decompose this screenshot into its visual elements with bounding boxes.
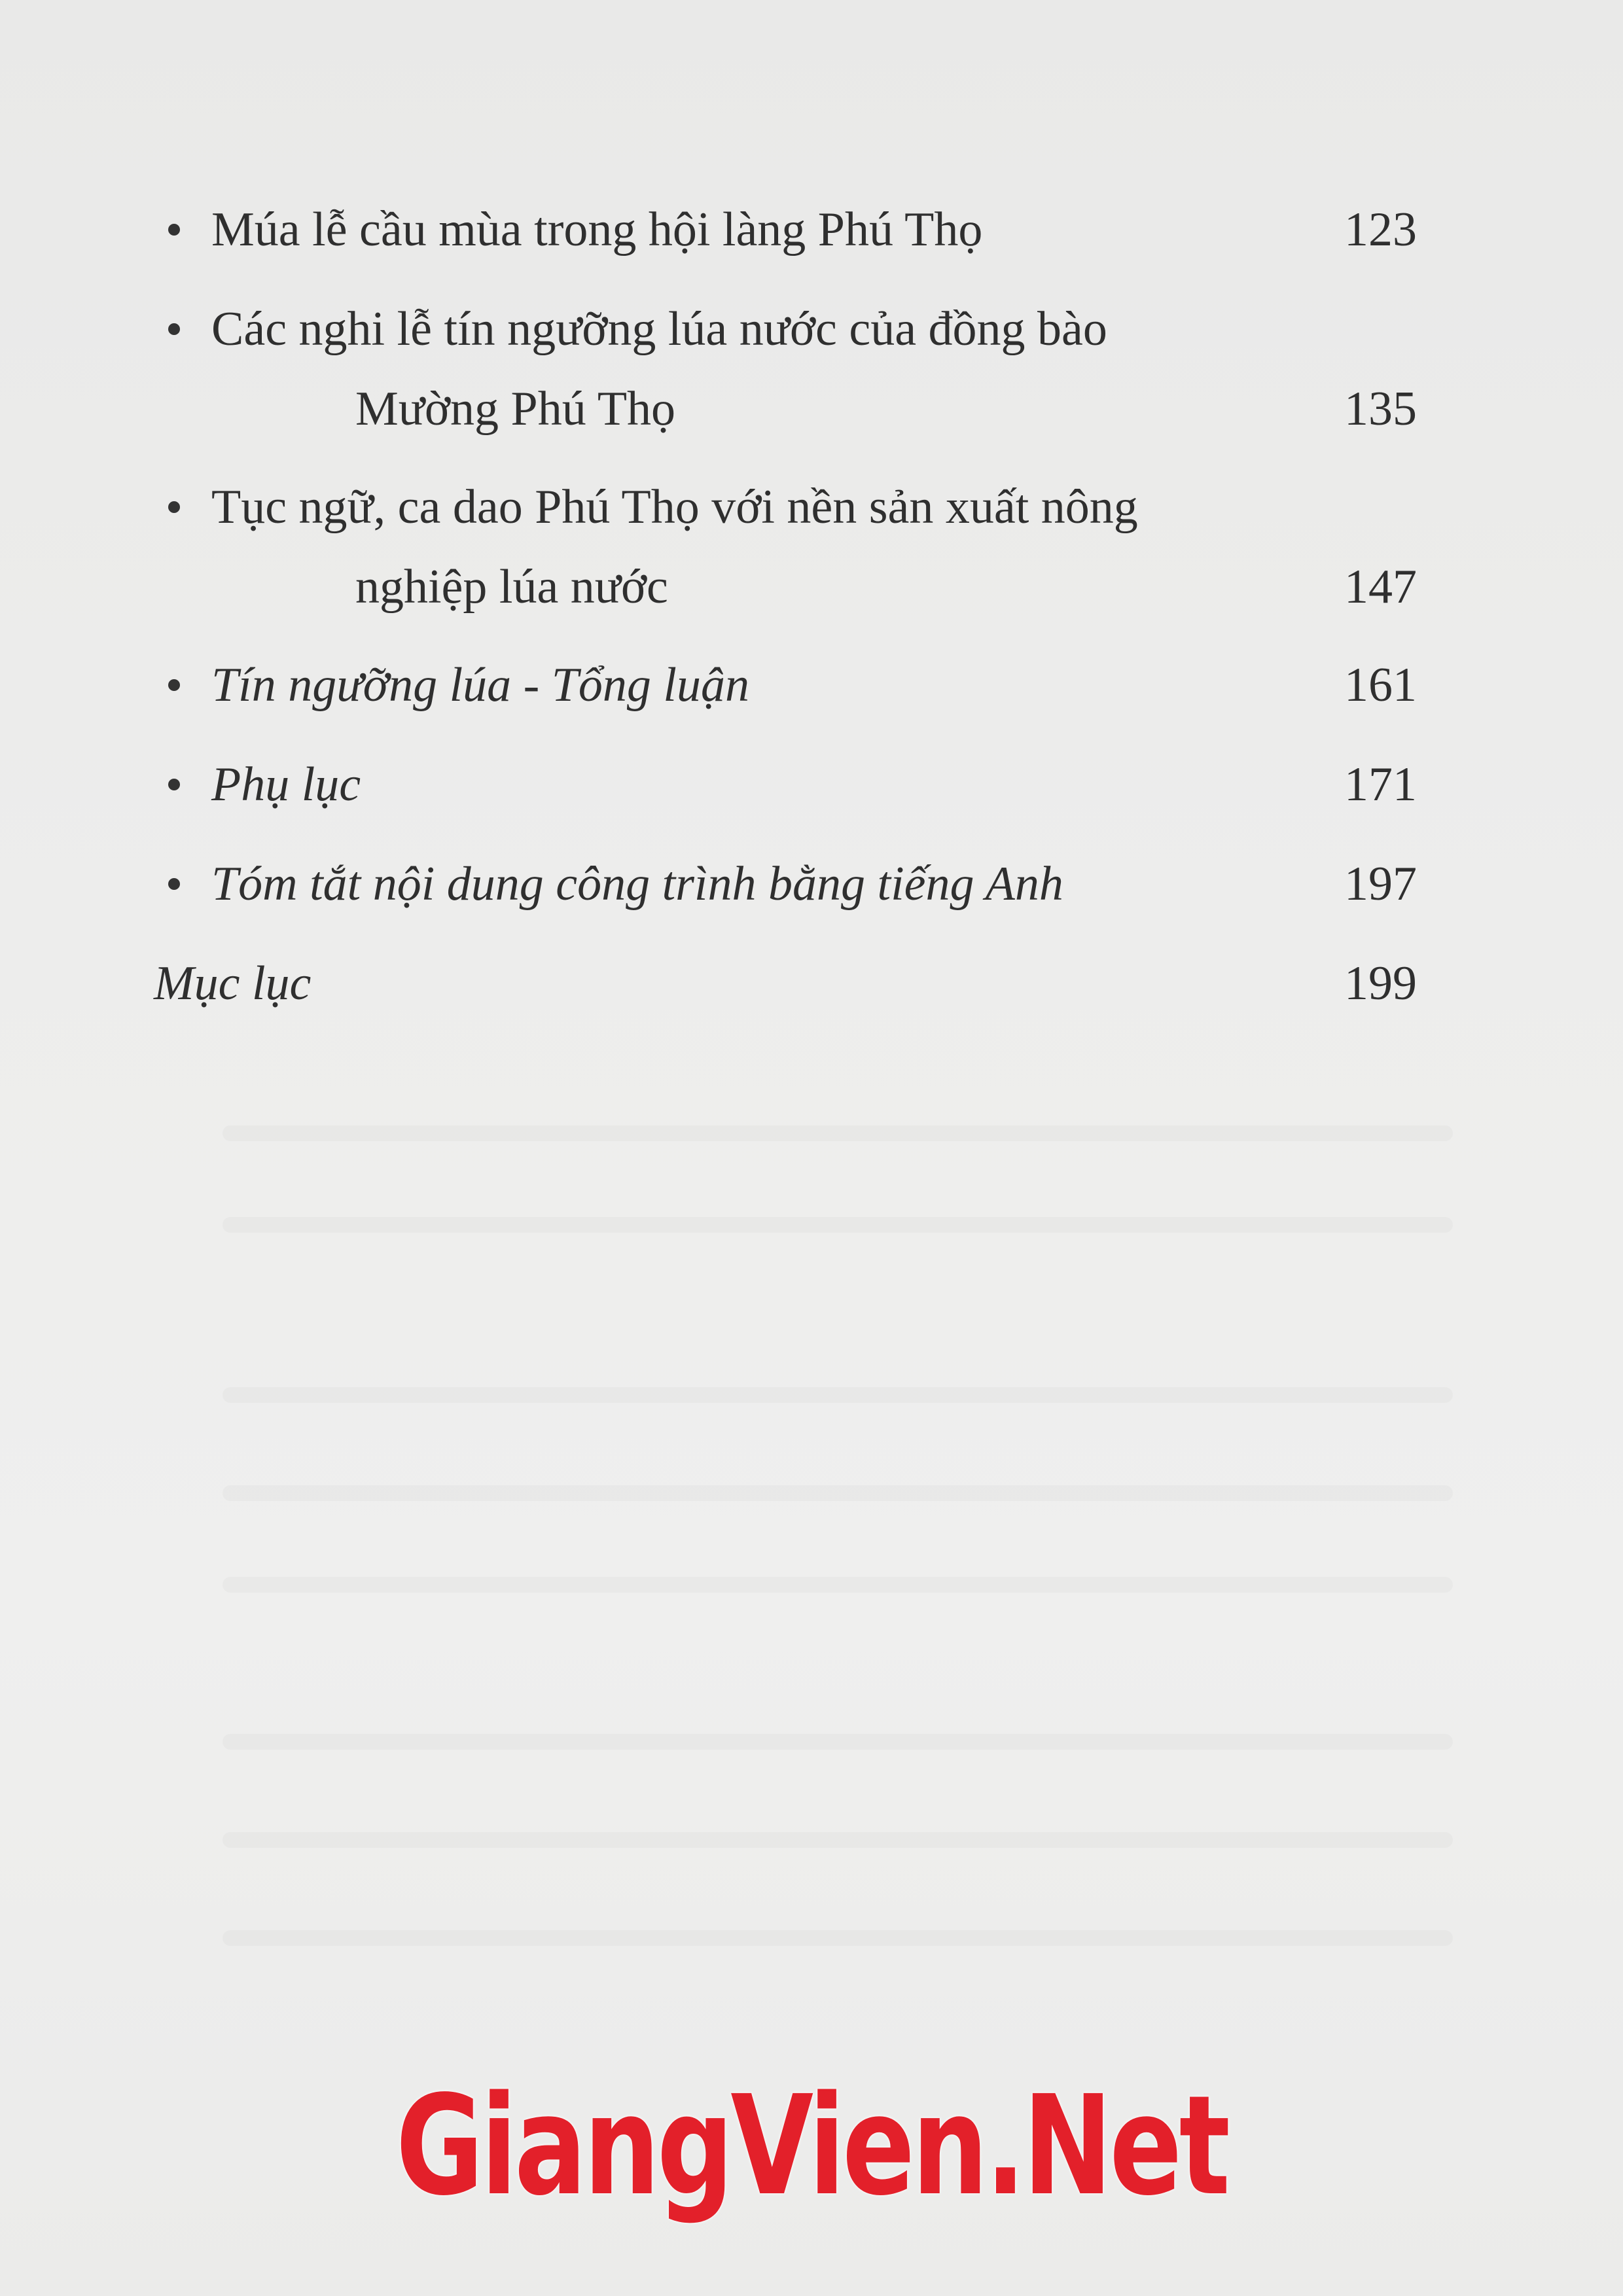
toc-entry [154,190,1417,270]
toc-entry-title: Tín ngưỡng lúa - Tổng luận [211,658,749,712]
toc-entry-page: 161 [1344,658,1417,712]
bullet-icon [168,224,180,236]
toc-entry-page: 147 [1344,560,1417,614]
toc-entry-title: Phụ lục [211,758,361,811]
toc-entry-title-line2: Mường Phú Thọ [355,382,676,436]
toc-entry-title [154,289,1312,449]
bleed-through-line [223,1217,1453,1233]
bullet-icon [168,323,180,335]
bleed-through-line [223,1734,1453,1750]
bullet-icon [168,779,180,790]
toc-entry-title-line2: nghiệp lúa nước [355,560,668,614]
watermark: GiangVien.Net [395,2066,1228,2226]
toc-entry [154,844,1417,924]
bullet-icon [168,679,180,691]
bullet-icon [168,501,180,513]
bullet-icon [168,878,180,890]
toc-entry [154,289,1417,449]
toc-entry-title: Tóm tắt nội dung công trình bằng tiếng Anh [211,857,1063,911]
toc-entry-title: Mục lục [154,957,312,1010]
bleed-through-line [223,1832,1453,1848]
bleed-through-line [223,1387,1453,1403]
toc-entry-page: 171 [1344,758,1417,811]
toc-entry-title-line1: Các nghi lễ tín ngưỡng lúa nước của đồng bào [211,302,1107,356]
toc-entry [154,645,1417,725]
toc-entry [154,944,1417,1023]
bleed-through-line [223,1577,1453,1593]
toc-entry-title-line1: Tục ngữ, ca dao Phú Thọ với nền sản xuất nông [211,480,1138,534]
toc-entry [154,467,1417,627]
toc-entry-page: 135 [1344,382,1417,436]
toc-entry-title: Múa lễ cầu mùa trong hội làng Phú Thọ [211,203,983,256]
bleed-through-line [223,1930,1453,1946]
table-of-contents [154,190,1417,1023]
bleed-through-line [223,1485,1453,1501]
toc-entry-title [154,467,1312,627]
bleed-through-line [223,1125,1453,1141]
toc-entry [154,745,1417,824]
toc-entry-page: 199 [1344,957,1417,1010]
toc-entry-page: 123 [1344,203,1417,256]
toc-entry-page: 197 [1344,857,1417,911]
